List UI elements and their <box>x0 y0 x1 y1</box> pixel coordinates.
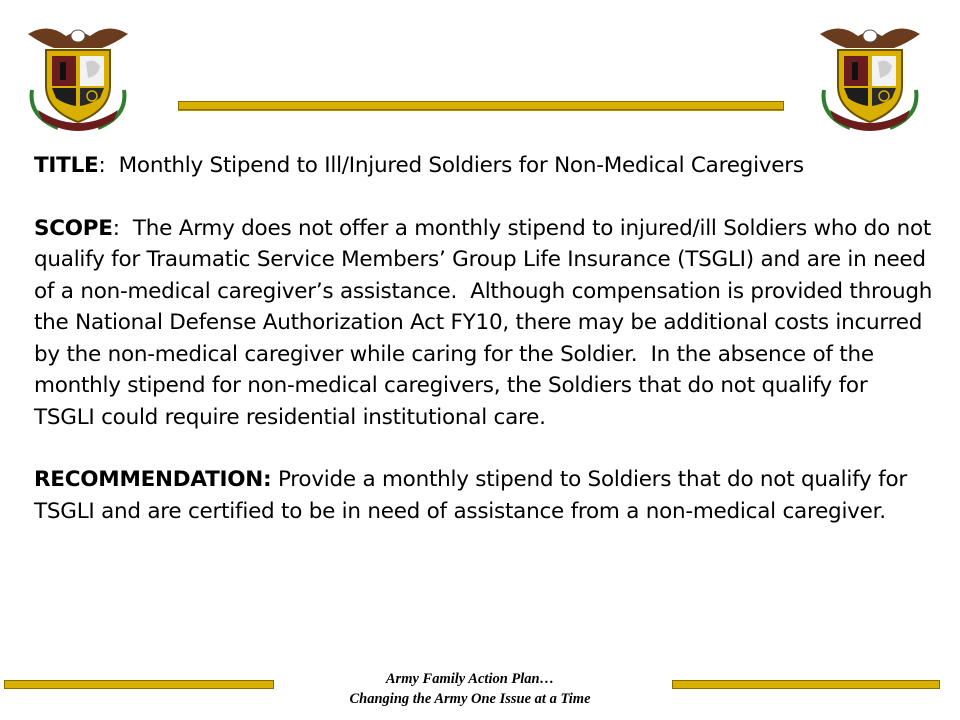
footer-line-2: Changing the Army One Issue at a Time <box>349 691 591 707</box>
recommendation-label: RECOMMENDATION: <box>34 467 272 492</box>
scope-separator: : <box>112 215 120 241</box>
top-divider-bar <box>178 101 784 110</box>
title-separator: : <box>98 153 106 178</box>
bottom-divider-bar-left <box>4 680 274 689</box>
crest-emblem-icon <box>810 18 930 136</box>
afap-crest-logo-right <box>810 18 930 136</box>
footer-line-1: Army Family Action Plan… <box>385 671 555 687</box>
title-paragraph <box>34 150 934 182</box>
crest-emblem-icon <box>18 18 138 136</box>
footer-tagline <box>290 669 650 709</box>
scope-text: The Army does not offer a monthly stipend to injured/ill Soldiers who do not qualify for Traumatic Service Members’ Group Life Insurance (TSGLI) and are in need of a non-medical caregiver’s assistance. Although compensation is provided through the National Defense Authorization Act FY10, there may be additional costs incurred by the non-medical caregiver while caring for the Soldier. In the absence of the monthly stipend for non-medical caregivers, the Soldiers that do not qualify for TSGLI could require residential institutional care. <box>34 215 939 430</box>
slide-body <box>34 150 939 558</box>
recommendation-text: Provide a monthly stipend to Soldiers that do not qualify for TSGLI and are certified to be in need of assistance from a non-medical caregiver. <box>34 467 914 524</box>
title-label: TITLE <box>34 153 99 178</box>
scope-label: SCOPE <box>34 215 113 241</box>
title-text: Monthly Stipend to Ill/Injured Soldiers for Non-Medical Caregivers <box>105 153 804 178</box>
afap-crest-logo-left <box>18 18 138 136</box>
bottom-divider-bar-right <box>672 680 940 689</box>
recommendation-paragraph <box>34 464 934 527</box>
scope-paragraph <box>34 213 939 434</box>
